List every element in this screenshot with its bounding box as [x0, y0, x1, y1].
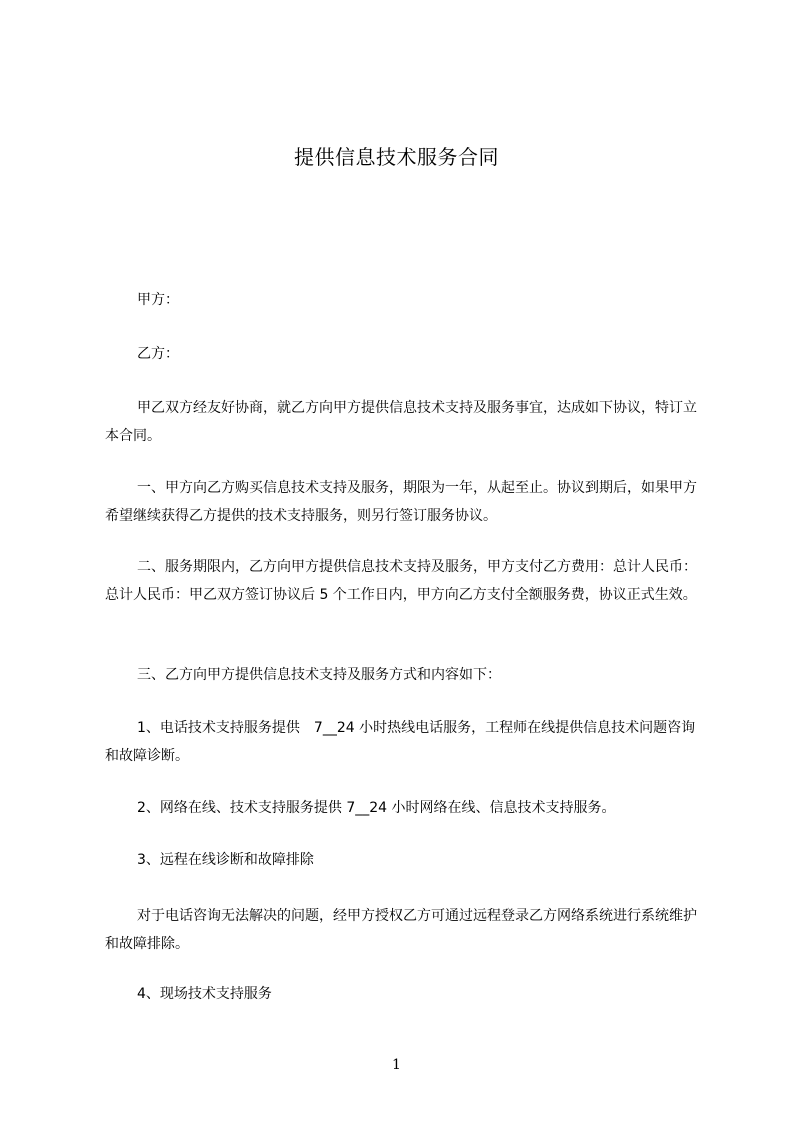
service-item-4: 4、现场技术支持服务	[137, 986, 272, 1002]
clause-2: 二、服务期限内，乙方向甲方提供信息技术支持及服务，甲方支付乙方费用：总计人民币：总计人民币：甲乙双方签订协议后 5 个工作日内，甲方向乙方支付全额服务费，协议正式生效。	[105, 559, 697, 603]
clause-3: 三、乙方向甲方提供信息技术支持及服务方式和内容如下：	[137, 667, 501, 683]
service-item-3-detail: 对于电话咨询无法解决的问题，经甲方授权乙方可通过远程登录乙方网络系统进行系统维护和故障排除。	[105, 908, 697, 952]
page-number: 1	[392, 1057, 401, 1073]
party-b-label: 乙方：	[137, 346, 179, 362]
service-item-2: 2、网络在线、技术支持服务提供 7__24 小时网络在线、信息技术支持服务。	[137, 800, 616, 816]
service-item-3: 3、远程在线诊断和故障排除	[137, 852, 314, 868]
clause-1: 一、甲方向乙方购买信息技术支持及服务，期限为一年，从起至止。协议到期后，如果甲方希望继续获得乙方提供的技术支持服务，则另行签订服务协议。	[105, 480, 697, 524]
party-a-label: 甲方：	[137, 292, 179, 308]
service-item-1: 1、电话技术支持服务提供 7__24 小时热线电话服务，工程师在线提供信息技术问题咨询和故障诊断。	[105, 720, 696, 764]
intro-paragraph: 甲乙双方经友好协商，就乙方向甲方提供信息技术支持及服务事宜，达成如下协议，特订立本合同。	[105, 400, 697, 444]
document-title: 提供信息技术服务合同	[294, 145, 499, 169]
